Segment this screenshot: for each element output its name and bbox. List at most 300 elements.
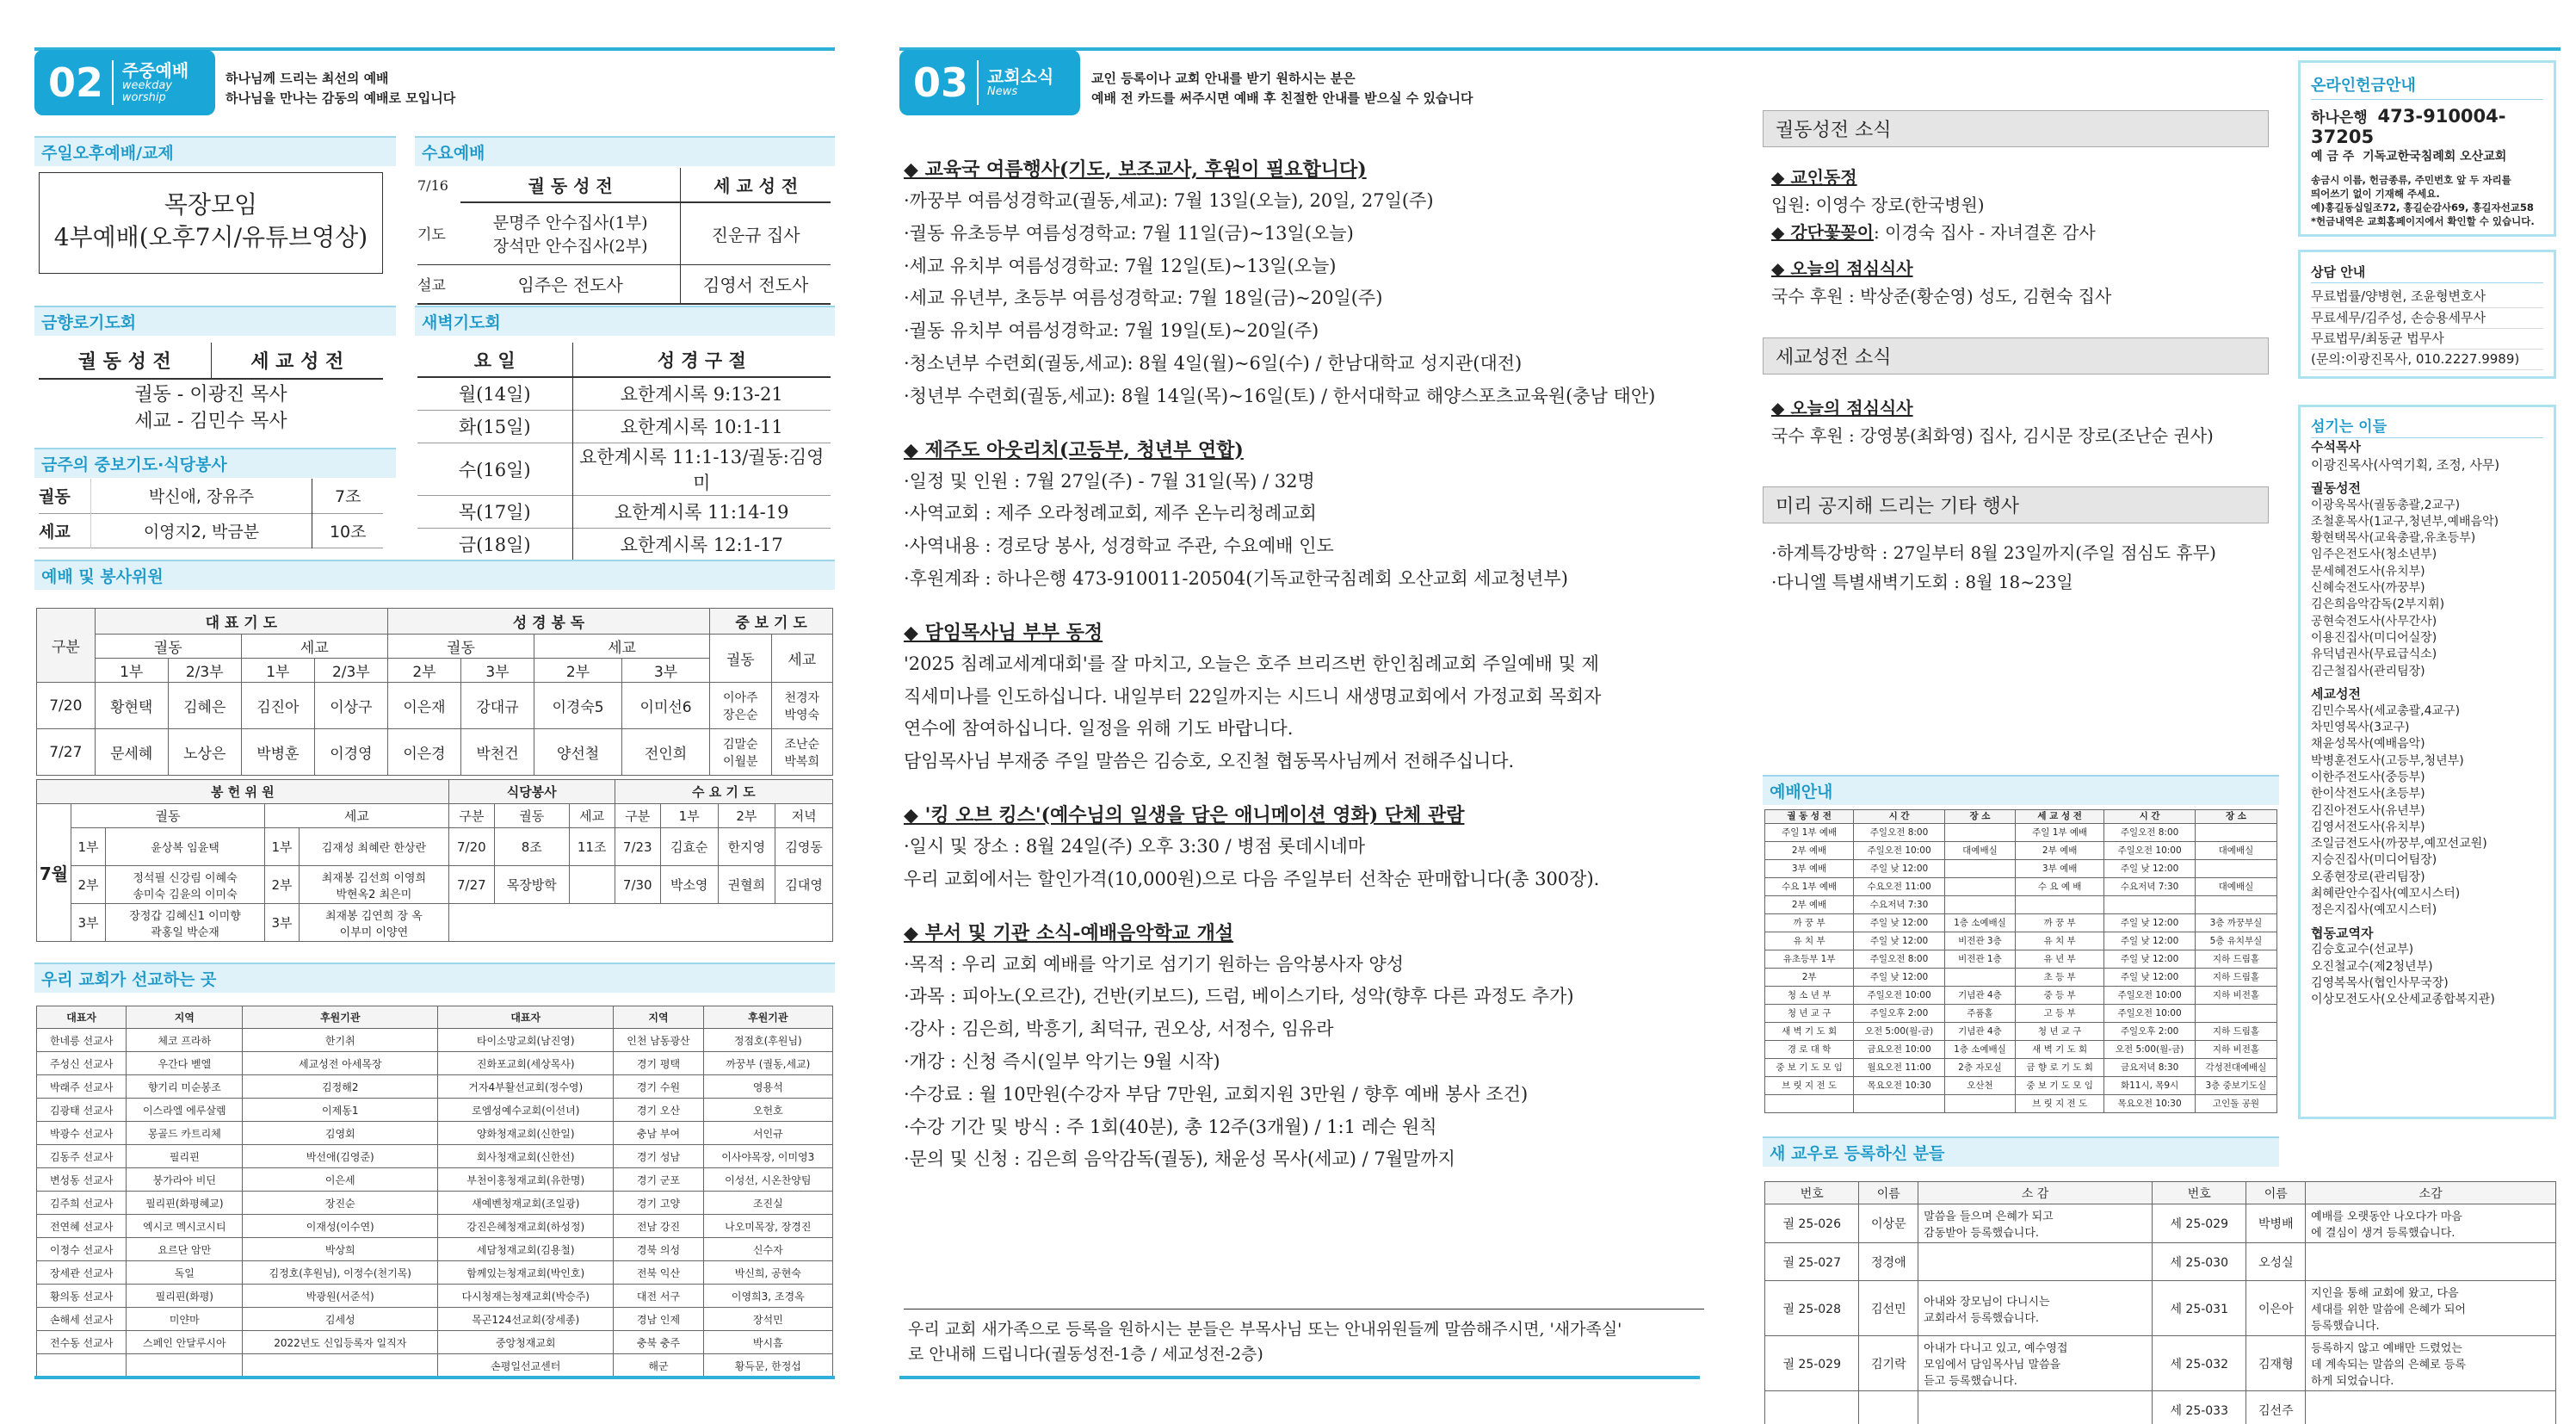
mission-cell: 부천이홍청재교회(유한명) bbox=[438, 1168, 614, 1192]
guide-head bbox=[1765, 810, 2277, 824]
mission-cell: 김동주 선교사 bbox=[37, 1145, 127, 1168]
new-cell: 세 25-033 bbox=[2153, 1391, 2246, 1424]
guide-cell: 2부 예배 bbox=[2016, 842, 2104, 860]
guide-cell: 새 벽 기 도 회 bbox=[1765, 1023, 1854, 1041]
badge-subtitle: weekday worship bbox=[121, 78, 172, 104]
news-heading: ◆ 제주도 아웃리치(고등부, 청년부 연합) bbox=[904, 438, 1244, 461]
mission-cell: 충남 부여 bbox=[614, 1122, 703, 1145]
guide-cell: 주일오전 8:00 bbox=[2104, 824, 2196, 842]
new-cell: 이상문 bbox=[1859, 1204, 1918, 1243]
mission-row bbox=[37, 1029, 833, 1052]
mission-cell: 영용석 bbox=[703, 1075, 832, 1099]
mission-cell: 양화청재교회(신한일) bbox=[438, 1122, 614, 1145]
guide-row bbox=[1765, 1005, 2277, 1023]
new-cell: 등록하지 않고 예배만 드렸었는 데 계속되는 말씀의 은혜로 등록 하게 되었습니다. bbox=[2306, 1336, 2556, 1391]
dawn-verse: 요한계시록 11:14-19 bbox=[572, 495, 831, 528]
guide-cell: 목요오전 10:30 bbox=[2104, 1095, 2196, 1113]
guide-cell: 청 년 교 구 bbox=[2016, 1023, 2104, 1041]
news-heading: ◆ 교육국 여름행사(기도, 보조교사, 후원이 필요합니다) bbox=[904, 158, 1367, 181]
news-line: 연수에 참여하십니다. 일정을 위해 기도 바랍니다. bbox=[904, 718, 1294, 740]
new-cell: 오성실 bbox=[2246, 1243, 2306, 1281]
mission-row bbox=[37, 1331, 833, 1354]
new-cell: 예배를 오랫동안 나오다가 마음 에 결심이 생겨 등록했습니다. bbox=[2306, 1204, 2556, 1243]
new-cell bbox=[1918, 1243, 2153, 1281]
sec-new-members: 새 교우로 등록하신 분들 bbox=[1763, 1136, 2279, 1167]
guide-cell: 주일 낮 12:00 bbox=[2104, 860, 2196, 878]
guide-cell: 지하 드림홀 bbox=[2195, 1023, 2276, 1041]
guide-cell: 주일오전 10:00 bbox=[2104, 1005, 2196, 1023]
names: 이영지2, 박금분 bbox=[90, 513, 312, 548]
new-head bbox=[1765, 1182, 2556, 1204]
serve-cell: 이은재 bbox=[387, 683, 460, 729]
gubun: 구분 bbox=[37, 609, 96, 683]
guide-cell: 지하 드림홀 bbox=[2195, 969, 2276, 987]
guide-row bbox=[1765, 987, 2277, 1005]
sec-wednesday: 수요예배 bbox=[415, 136, 835, 166]
staff-item: 김영서전도사(유치부) bbox=[2311, 820, 2425, 834]
intercession-table bbox=[39, 479, 383, 548]
intercession-row bbox=[39, 479, 383, 513]
counsel-line: 무료세무/김주성, 손승용세무사 bbox=[2311, 308, 2543, 329]
guide-cell: 까 꿍 부 bbox=[1765, 914, 1854, 932]
mission-row bbox=[37, 1168, 833, 1192]
head: 이름 bbox=[2246, 1182, 2306, 1204]
mission-cell: 이사야목장, 이미영3 bbox=[703, 1145, 832, 1168]
guide-row bbox=[1765, 878, 2277, 896]
serve-cell: 문세혜 bbox=[95, 729, 168, 776]
names: 최재봉 김연희 장 옥 이부미 이양연 bbox=[300, 904, 449, 942]
guide-cell: 주품홀 bbox=[1944, 1005, 2015, 1023]
head: 대표자 bbox=[37, 1006, 127, 1029]
sec-serve: 예배 및 봉사위원 bbox=[34, 560, 835, 590]
sub: 궐동 bbox=[95, 635, 241, 659]
counsel-line: 무료법률/양병현, 조윤형변호사 bbox=[2311, 287, 2543, 307]
guide-cell: 주일오전 10:00 bbox=[2104, 842, 2196, 860]
mission-cell: 나오미목장, 장경진 bbox=[703, 1215, 832, 1238]
head: 세 교 성 전 bbox=[2016, 810, 2104, 824]
news-line: ·까꿍부 여름성경학교(궐동,세교): 7월 13일(오늘), 20일, 27일(주) bbox=[904, 190, 1434, 211]
news-line: ·후원계좌 : 하나은행 473-910011-20504(기독교한국침례회 오산교회 세교청년부) bbox=[904, 567, 1568, 589]
staff-box bbox=[2298, 405, 2556, 1119]
news-line: ·궐동 유초등부 여름성경학교: 7월 11일(금)~13일(오늘) bbox=[904, 222, 1354, 244]
serve-cell: 박병훈 bbox=[241, 729, 314, 776]
news-line: ·문의 및 신청 : 김은희 음악감독(궐동), 채윤성 목사(세교) / 7월말까지 bbox=[904, 1148, 1455, 1170]
col: 3부 bbox=[460, 659, 534, 683]
section-badge-02 bbox=[34, 50, 215, 115]
mission-cell: 한기취 bbox=[243, 1029, 438, 1052]
new-cell: 이은아 bbox=[2246, 1281, 2306, 1336]
guide-cell: 주일 낮 12:00 bbox=[1854, 914, 1945, 932]
guide-cell: 청 년 교 구 bbox=[1765, 1005, 1854, 1023]
mission-cell: 우간다 벧엘 bbox=[127, 1052, 243, 1075]
serve-cell: 조난순 박복희 bbox=[771, 729, 833, 776]
guide-cell: 까 꿍 부 bbox=[2016, 914, 2104, 932]
serve-sub bbox=[37, 635, 833, 659]
dawn-row bbox=[417, 443, 831, 495]
new-cell bbox=[1765, 1391, 1859, 1424]
new-cell: 궐 25-026 bbox=[1765, 1204, 1859, 1243]
mission-cell: 향기리 미순봉조 bbox=[127, 1075, 243, 1099]
mission-row bbox=[37, 1285, 833, 1308]
mission-cell: 타이소망교회(남진영) bbox=[438, 1029, 614, 1052]
new-cell: 궐 25-027 bbox=[1765, 1243, 1859, 1281]
mission-cell: 거자4부활선교회(정수영) bbox=[438, 1075, 614, 1099]
head: 후원기관 bbox=[243, 1006, 438, 1029]
guide-row bbox=[1765, 896, 2277, 914]
names: 장정갑 김혜신1 이미향 곽홍일 박순재 bbox=[105, 904, 264, 942]
news-line: ·사역내용 : 경로당 봉사, 성경학교 주관, 수요예배 인도 bbox=[904, 536, 1334, 557]
part: 1부 bbox=[265, 828, 300, 866]
staff-group: 세교성전 bbox=[2311, 685, 2361, 702]
guide-row bbox=[1765, 1041, 2277, 1059]
mission-row bbox=[37, 1192, 833, 1215]
mission-cell: 손평일선교센터 bbox=[438, 1354, 614, 1378]
dawn-verse: 요한계시록 9:13-21 bbox=[572, 377, 831, 410]
head: 식당봉사 bbox=[448, 780, 615, 804]
team: 목장방학 bbox=[494, 866, 569, 904]
guide-cell bbox=[1944, 896, 2015, 914]
head: 궐 동 성 전 bbox=[1765, 810, 1854, 824]
mission-cell: 강진은혜청재교회(하성정) bbox=[438, 1215, 614, 1238]
staff-group: 궐동성전 bbox=[2311, 480, 2361, 496]
guide-cell: 비전관 3층 bbox=[1944, 932, 2015, 950]
guide-cell: 5층 유치부실 bbox=[2195, 932, 2276, 950]
col: 2부 bbox=[534, 659, 622, 683]
mission-cell: 스페인 안달루시아 bbox=[127, 1331, 243, 1354]
news-line: ·궐동 유치부 여름성경학교: 7월 19일(토)~20일(주) bbox=[904, 320, 1319, 342]
mission-cell: 박신희, 공현숙 bbox=[703, 1261, 832, 1285]
name: 박소영 bbox=[660, 866, 718, 904]
guide-row bbox=[1765, 932, 2277, 950]
head: 시 간 bbox=[2104, 810, 2196, 824]
badge-number: 03 bbox=[913, 59, 969, 106]
new-cell: 정경애 bbox=[1859, 1243, 1918, 1281]
mission-cell: 이스라엘 에루살렘 bbox=[127, 1099, 243, 1122]
dawn-day: 화(15일) bbox=[458, 417, 531, 437]
staff-item: 김진아전도사(유년부) bbox=[2311, 803, 2425, 818]
head: 수 요 기 도 bbox=[615, 780, 832, 804]
staff-item: 김영복목사(협인사무국장) bbox=[2311, 976, 2449, 991]
team: 8조 bbox=[494, 828, 569, 866]
guide-cell: 2부 예배 bbox=[1765, 896, 1854, 914]
mission-cell: 대전 서구 bbox=[614, 1285, 703, 1308]
badge-title: 주중예배 bbox=[121, 59, 189, 81]
segyo-news-header: 세교성전 소식 bbox=[1763, 337, 2269, 375]
new-cell: 김선주 bbox=[2246, 1391, 2306, 1424]
guide-row bbox=[1765, 914, 2277, 932]
guide-row bbox=[1765, 1095, 2277, 1113]
head: 봉 헌 위 원 bbox=[37, 780, 449, 804]
dawn-day: 금(18일) bbox=[458, 535, 531, 555]
team: 7조 bbox=[312, 479, 383, 513]
staff-group: 수석목사 bbox=[2311, 439, 2361, 455]
guide-cell: 주일 낮 12:00 bbox=[2104, 932, 2196, 950]
guide-cell: 주일오전 10:00 bbox=[1854, 842, 1945, 860]
new-cell: 지인을 통해 교회에 왔고, 다음 세대를 위한 말씀에 은혜가 되어 등록했습니다. bbox=[2306, 1281, 2556, 1336]
mission-cell bbox=[127, 1354, 243, 1378]
new-cell bbox=[2306, 1391, 2556, 1424]
guide-row bbox=[1765, 1059, 2277, 1077]
mission-cell: 세담청재교회(김용철) bbox=[438, 1238, 614, 1261]
new-cell: 궐 25-029 bbox=[1765, 1336, 1859, 1391]
sub: 세교 bbox=[569, 804, 615, 828]
guide-cell: 청 소 년 부 bbox=[1765, 987, 1854, 1005]
site: 세교 bbox=[39, 522, 71, 542]
head: 번호 bbox=[1765, 1182, 1859, 1204]
new-cell bbox=[1859, 1391, 1918, 1424]
empty bbox=[448, 904, 832, 942]
new-cell: 아내가 다니고 있고, 예수영접 모임에서 담임목사님 말씀을 듣고 등록했습니다. bbox=[1918, 1336, 2153, 1391]
guide-cell bbox=[2104, 896, 2196, 914]
sub: 2부 bbox=[718, 804, 775, 828]
staff-group: 협동교역자 bbox=[2311, 925, 2374, 941]
new-row bbox=[1765, 1204, 2556, 1243]
serve-cell: 천경자 박영숙 bbox=[771, 683, 833, 729]
mission-cell: 경기 성남 bbox=[614, 1145, 703, 1168]
names: 정석필 신강림 이혜숙 송미숙 김윤의 이미숙 bbox=[105, 866, 264, 904]
mission-row bbox=[37, 1238, 833, 1261]
col: 1부 bbox=[241, 659, 314, 683]
guide-cell: 목요오전 10:30 bbox=[1854, 1077, 1945, 1095]
new-cell: 궐 25-028 bbox=[1765, 1281, 1859, 1336]
mission-cell: 로엠성예수교회(이선녀) bbox=[438, 1099, 614, 1122]
serve-cell: 강대규 bbox=[460, 683, 534, 729]
serve-cell: 7/27 bbox=[37, 729, 96, 776]
guide-row bbox=[1765, 1023, 2277, 1041]
staff-title: 섬기는 이들 bbox=[2311, 418, 2543, 438]
staff-item: 오종현장로(관리팀장) bbox=[2311, 870, 2425, 884]
guide-cell: 지하 비전홀 bbox=[2195, 1041, 2276, 1059]
guide-cell: 주일 1부 예배 bbox=[1765, 824, 1854, 842]
mission-cell: 경기 수원 bbox=[614, 1075, 703, 1099]
badge-title: 교회소식 bbox=[987, 65, 1054, 87]
sec-missions: 우리 교회가 선교하는 곳 bbox=[34, 963, 835, 993]
guide-cell: 새 벽 기 도 회 bbox=[2016, 1041, 2104, 1059]
guide-cell: 유 치 부 bbox=[2016, 932, 2104, 950]
date: 7/23 bbox=[615, 828, 660, 866]
head: 장 소 bbox=[1944, 810, 2015, 824]
new-cell: 세 25-031 bbox=[2153, 1281, 2246, 1336]
mission-cell: 이은세 bbox=[243, 1168, 438, 1192]
mission-cell: 김세성 bbox=[243, 1308, 438, 1331]
mission-row bbox=[37, 1308, 833, 1331]
mission-head bbox=[37, 1006, 833, 1029]
sub: 궐동 bbox=[387, 635, 534, 659]
staff-item: 황현택목사(교육총괄,유초등부) bbox=[2311, 531, 2476, 546]
staff-item: 문세혜전도사(유치부) bbox=[2311, 564, 2425, 579]
mission-cell: 전수동 선교사 bbox=[37, 1331, 127, 1354]
usher-row bbox=[37, 828, 833, 866]
new-cell bbox=[1918, 1391, 2153, 1424]
name: 김영동 bbox=[775, 828, 833, 866]
head: 이름 bbox=[1859, 1182, 1918, 1204]
serve-table bbox=[36, 608, 833, 776]
friday-table: 궐 동 성 전 세 교 성 전 궐동 - 이광진 목사 세교 - 김민수 목사 bbox=[39, 343, 383, 433]
mission-cell: 박시흠 bbox=[703, 1331, 832, 1354]
dawn-verse: 요한계시록 12:1-17 bbox=[572, 528, 831, 560]
new-members-table bbox=[1764, 1181, 2556, 1424]
mission-row bbox=[37, 1052, 833, 1075]
guide-cell: 주일 낮 12:00 bbox=[1854, 932, 1945, 950]
guide-row bbox=[1765, 950, 2277, 969]
guide-cell: 수요 1부 예배 bbox=[1765, 878, 1854, 896]
guide-cell: 2부 bbox=[1765, 969, 1854, 987]
sec-intercession: 금주의 중보기도·식당봉사 bbox=[34, 448, 396, 478]
head: 번호 bbox=[2153, 1182, 2246, 1204]
mission-cell: 독일 bbox=[127, 1261, 243, 1285]
head: 성 경 봉 독 bbox=[387, 609, 709, 635]
sub: 세교 bbox=[534, 635, 710, 659]
mission-cell: 정점호(후원님) bbox=[703, 1029, 832, 1052]
serve-cell: 노상은 bbox=[168, 729, 241, 776]
intercession-row bbox=[39, 513, 383, 548]
guide-cell: 중 등 부 bbox=[2016, 987, 2104, 1005]
guide-cell bbox=[2195, 1005, 2276, 1023]
mission-cell: 전연혜 선교사 bbox=[37, 1215, 127, 1238]
mission-row bbox=[37, 1354, 833, 1378]
mission-cell: 김영회 bbox=[243, 1122, 438, 1145]
new-cell: 세 25-030 bbox=[2153, 1243, 2246, 1281]
mission-cell: 필리핀(화평혜교) bbox=[127, 1192, 243, 1215]
news-heading: ◆ '킹 오브 킹스'(예수님의 일생을 담은 애니메이션 영화) 단체 관람 bbox=[904, 803, 1465, 827]
col: 1부 bbox=[95, 659, 168, 683]
news-line: ·세교 유년부, 초등부 여름성경학교: 7월 18일(금)~20일(주) bbox=[904, 288, 1383, 309]
guide-cell: 주일오후 2:00 bbox=[2104, 1023, 2196, 1041]
mission-cell: 까꿍부 (궐동,세교) bbox=[703, 1052, 832, 1075]
mission-cell: 중앙청재교회 bbox=[438, 1331, 614, 1354]
staff-item: 공현숙전도사(사무간사) bbox=[2311, 614, 2437, 628]
name: 김대영 bbox=[775, 866, 833, 904]
news-line: ·일시 및 장소 : 8월 24일(주) 오후 3:30 / 병점 롯데시네마 bbox=[904, 835, 1366, 857]
team: 10조 bbox=[312, 513, 383, 548]
part: 3부 bbox=[71, 904, 106, 942]
events-list: ·하계특강방학 : 27일부터 8월 23일까지(주일 점심도 휴무) ·다니엘 특별새벽기도회 : 8월 18~23일 bbox=[1771, 542, 2216, 592]
serve-cell: 이아주 장은순 bbox=[710, 683, 771, 729]
mission-cell: 2022년도 신입등록자 일직자 bbox=[243, 1331, 438, 1354]
mission-cell: 이성선, 시온찬양팀 bbox=[703, 1168, 832, 1192]
new-row bbox=[1765, 1391, 2556, 1424]
names: 김재성 최혜란 한상란 bbox=[300, 828, 449, 866]
staff-item: 김근철집사(관리팀장) bbox=[2311, 664, 2425, 678]
new-row bbox=[1765, 1336, 2556, 1391]
staff-item: 이한주전도사(중등부) bbox=[2311, 770, 2425, 784]
head: 중 보 기 도 bbox=[710, 609, 833, 635]
news-line: ·수강료 : 월 10만원(수강자 부담 7만원, 교회지원 3만원 / 향후 예배 봉사 조건) bbox=[904, 1083, 1529, 1105]
guide-cell: 주일 낮 12:00 bbox=[1854, 860, 1945, 878]
guide-cell: 고인돌 공원 bbox=[2195, 1095, 2276, 1113]
news-line: ·사역교회 : 제주 오라청례교회, 제주 온누리청례교회 bbox=[904, 503, 1317, 524]
sub: 구분 bbox=[615, 804, 660, 828]
new-cell: 박병배 bbox=[2246, 1204, 2306, 1243]
dawn-day: 수(16일) bbox=[458, 459, 531, 480]
guide-cell bbox=[1854, 1095, 1945, 1113]
col: 2부 bbox=[387, 659, 460, 683]
staff-item: 조철훈목사(1교구,청년부,예배음악) bbox=[2311, 514, 2499, 529]
serve-cell: 박천건 bbox=[460, 729, 534, 776]
guide-cell: 지하 비전홀 bbox=[2195, 987, 2276, 1005]
guide-row bbox=[1765, 969, 2277, 987]
mission-cell: 경북 의성 bbox=[614, 1238, 703, 1261]
news-line: ·청년부 수련회(궐동,세교): 8월 14일(목)~16일(토) / 한서대학교 해양스포츠교육원(충남 태안) bbox=[904, 385, 1656, 406]
sub: 궐동 bbox=[710, 635, 771, 683]
head: 소 감 bbox=[1918, 1182, 2153, 1204]
guide-cell: 경 로 대 학 bbox=[1765, 1041, 1854, 1059]
names: 박신애, 장유주 bbox=[90, 479, 312, 513]
names: 윤상복 임윤택 bbox=[105, 828, 264, 866]
guide-cell: 주일 1부 예배 bbox=[2016, 824, 2104, 842]
guide-cell: 대예배실 bbox=[2195, 842, 2276, 860]
head: 후원기관 bbox=[703, 1006, 832, 1029]
mission-cell: 박래주 선교사 bbox=[37, 1075, 127, 1099]
guide-cell: 유 년 부 bbox=[2016, 950, 2104, 969]
mission-cell: 엑시코 멕시코시티 bbox=[127, 1215, 243, 1238]
head: 대표자 bbox=[438, 1006, 614, 1029]
guide-cell: 유초등부 1부 bbox=[1765, 950, 1854, 969]
serve-head bbox=[37, 609, 833, 635]
guide-cell bbox=[1944, 1095, 2015, 1113]
guide-cell: 기념관 4층 bbox=[1944, 987, 2015, 1005]
new-cell: 김기락 bbox=[1859, 1336, 1918, 1391]
guide-cell: 비전관 1층 bbox=[1944, 950, 2015, 969]
guide-cell: 1층 소예배실 bbox=[1944, 914, 2015, 932]
guide-cell: 수요오전 11:00 bbox=[1854, 878, 1945, 896]
mission-cell: 함께있는청재교회(박인호) bbox=[438, 1261, 614, 1285]
mission-row bbox=[37, 1261, 833, 1285]
gwoldong-news: ◆ 교인동정 입원: 이영수 장로(한국병원) ◆ 강단꽃꽂이: 이경숙 집사 - 자녀결혼 감사 ◆ 오늘의 점심식사 국수 후원 : 박상준(황순영) 성도, 김현숙 집사 bbox=[1771, 167, 2112, 306]
mission-cell: 장진순 bbox=[243, 1192, 438, 1215]
counsel-box bbox=[2298, 250, 2556, 379]
staff-item: 이용진집사(미디어실장) bbox=[2311, 631, 2437, 646]
sub: 1부 bbox=[660, 804, 718, 828]
part: 1부 bbox=[71, 828, 106, 866]
worship-guide-table bbox=[1764, 809, 2277, 1113]
mission-cell: 신수자 bbox=[703, 1238, 832, 1261]
new-cell: 아내와 장모님이 다니시는 교회라서 등록했습니다. bbox=[1918, 1281, 2153, 1336]
sec-worship-guide: 예배안내 bbox=[1763, 775, 2279, 805]
date: 7/30 bbox=[615, 866, 660, 904]
new-row bbox=[1765, 1243, 2556, 1281]
sec-friday: 금향로기도회 bbox=[34, 306, 396, 336]
guide-cell: 브 릿 지 전 도 bbox=[2016, 1095, 2104, 1113]
mission-cell: 황의동 선교사 bbox=[37, 1285, 127, 1308]
head: 지역 bbox=[614, 1006, 703, 1029]
sec-afternoon: 주일오후예배/교제 bbox=[34, 136, 396, 166]
news-line: ·일정 및 인원 : 7월 27일(주) - 7월 31일(목) / 32명 bbox=[904, 470, 1315, 492]
counsel-line: 무료법무/최동균 법무사 bbox=[2311, 329, 2543, 350]
mission-cell: 김정해2 bbox=[243, 1075, 438, 1099]
guide-row bbox=[1765, 842, 2277, 860]
badge-number: 02 bbox=[48, 59, 104, 106]
guide-cell: 1층 소예배실 bbox=[1944, 1041, 2015, 1059]
dawn-day: 월(14일) bbox=[458, 384, 531, 406]
mission-row bbox=[37, 1099, 833, 1122]
mission-cell: 전북 익산 bbox=[614, 1261, 703, 1285]
guide-row bbox=[1765, 860, 2277, 878]
mission-row bbox=[37, 1215, 833, 1238]
staff-item: 김은희음악감독(2부지휘) bbox=[2311, 597, 2445, 612]
guide-cell: 주일오전 10:00 bbox=[2104, 987, 2196, 1005]
guide-cell: 금요오전 10:00 bbox=[1854, 1041, 1945, 1059]
guide-cell bbox=[2016, 896, 2104, 914]
mission-cell: 황득문, 한정섭 bbox=[703, 1354, 832, 1378]
dawn-verse: 요한계시록 10:1-11 bbox=[572, 410, 831, 443]
guide-cell: 월요오전 11:00 bbox=[1854, 1059, 1945, 1077]
guide-cell: 오전 5:00(월-금) bbox=[2104, 1041, 2196, 1059]
news-column bbox=[904, 155, 1713, 1176]
mission-row bbox=[37, 1145, 833, 1168]
serve-cell: 양선철 bbox=[534, 729, 622, 776]
guide-cell: 대예배실 bbox=[2195, 878, 2276, 896]
